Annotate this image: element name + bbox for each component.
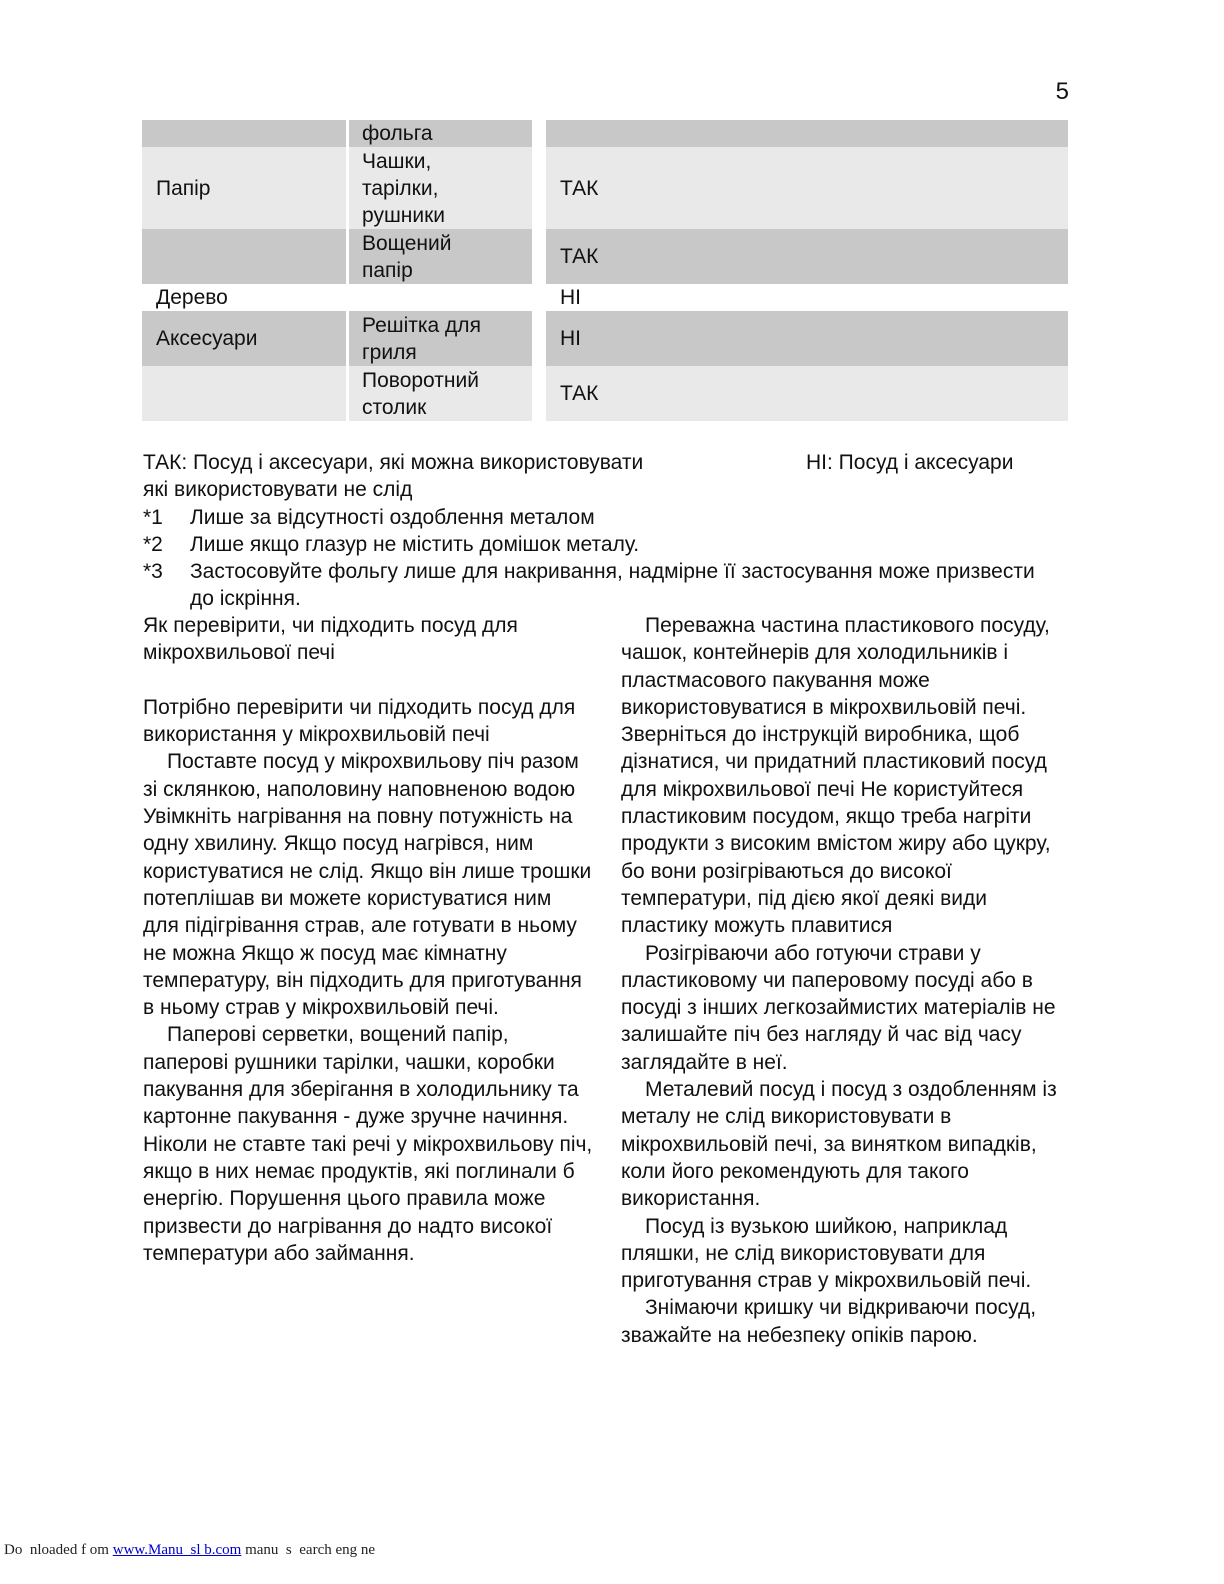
paragraph: Паперові серветки, вощений папір, паперові рушники тарілки, чашки, коробки пакування для зберігання в холодильнику та картонне пакування - дуже зручне начиння. Ніколи не ставте такі речі у мікрохвильову піч, якщо в них немає продуктів, які поглинали б енергію. Порушення цього правила може призвести до нагрівання до надто високої температури або займання. [143, 1023, 593, 1265]
footnote-mark: *3 [143, 560, 163, 584]
material-cell: Дерево [142, 284, 348, 311]
item-cell [348, 284, 540, 311]
item-cell: Поворотний столик [348, 366, 540, 421]
item-cell: Решітка для гриля [348, 311, 540, 366]
paragraph: Знімаючи кришку чи відкриваючи посуд, зважайте на небезпеку опіків парою. [621, 1296, 1037, 1347]
suitability-cell: ТАК [539, 147, 1068, 229]
legend [143, 449, 1063, 613]
legend-yes: ТАК: Посуд і аксесуари, які можна використовувати [143, 451, 644, 474]
legend-no-continued: які використовувати не слід [143, 478, 413, 502]
paragraph: Поставте посуд у мікрохвильову піч разом зі склянкою, наполовину наповненою водою Увімкніть нагрівання на повну потужність на одну хвилину. Якщо посуд нагрівся, ним користуватися не слід. Якщо він лише трошки потеплішав ви можете користуватися ним для підігрівання страв, але готувати в ньому не можна Якщо ж посуд має кімнатну температуру, він підходить для приготування в ньому страв у мікрохвильовій печі. [143, 750, 592, 1020]
footnote [143, 504, 1063, 531]
suitability-cell: НІ [539, 311, 1068, 366]
paragraph: Потрібно перевірити чи підходить посуд для використання у мікрохвильовій печі [143, 695, 576, 747]
footnote-mark: *2 [143, 532, 163, 556]
table-row [142, 229, 1068, 284]
footer-prefix: Do nloaded f om [4, 1542, 113, 1558]
footnote [143, 558, 1063, 613]
material-cell: Аксесуари [142, 311, 348, 366]
footer-link[interactable]: www.Manu sl b.com [112, 1542, 242, 1558]
footnote-text: Застосовуйте фольгу лише для накривання, надмірне її застосування може призвести до іскріння. [190, 560, 1035, 611]
footnote [143, 531, 1063, 558]
table-row [142, 284, 1068, 311]
legend-no: НІ: Посуд і аксесуари [806, 451, 1014, 474]
footer-suffix: manu s earch eng ne [241, 1542, 376, 1558]
suitability-cell: ТАК [539, 229, 1068, 284]
table-row [142, 311, 1068, 366]
paragraph: Переважна частина пластикового посуду, чашок, контейнерів для холодильників і пластмасового пакування може використовуватися в мікрохвильовій печі. Зверніться до інструкцій виробника, щоб дізнатися, чи придатний пластиковий посуд для мікрохвильової печі Не користуйтеся пластиковим посудом, якщо треба нагріти продукти з високим вмістом жиру або цукру, бо вони розігріваються до високої температури, під дією якої деякі види пластику можуть плавитися [621, 614, 1051, 938]
item-cell: Чашки, тарілки, рушники [348, 147, 540, 229]
material-cell: Папір [142, 147, 348, 229]
right-column [621, 612, 1071, 1349]
page-number: 5 [1055, 78, 1069, 105]
paragraph: Посуд із вузькою шийкою, наприклад пляшки, не слід використовувати для приготування страв у мікрохвильовій печі. [621, 1214, 1032, 1293]
suitability-cell: НІ [539, 284, 1068, 311]
material-cell [142, 120, 348, 147]
footnote-text: Лише за відсутності оздоблення металом [190, 505, 595, 529]
material-cell [142, 366, 348, 421]
section-heading: Як перевірити, чи підходить посуд для мікрохвильової печі [143, 614, 518, 665]
suitability-cell [539, 120, 1068, 147]
suitability-cell: ТАК [539, 366, 1068, 421]
footer [4, 1542, 375, 1559]
table-row [142, 120, 1068, 147]
footnote-mark: *1 [143, 505, 163, 529]
blank-line [143, 667, 593, 694]
left-column [143, 612, 593, 1267]
material-cell [142, 229, 348, 284]
footnote-text: Лише якщо глазур не містить домішок металу. [190, 532, 640, 556]
table-row [142, 147, 1068, 229]
paragraph: Розігріваючи або готуючи страви у пластиковому чи паперовому посуді або в посуді з інших легкозаймистих матеріалів не залишайте піч без нагляду й час від часу заглядайте в неї. [621, 941, 1056, 1074]
item-cell: фольга [348, 120, 540, 147]
paragraph: Металевий посуд і посуд з оздобленням із металу не слід використовувати в мікрохвильовій печі, за винятком випадків, коли його рекомендують для такого використання. [621, 1078, 1057, 1211]
item-cell: Вощений папір [348, 229, 540, 284]
table-row [142, 366, 1068, 421]
cookware-table [142, 120, 1068, 421]
